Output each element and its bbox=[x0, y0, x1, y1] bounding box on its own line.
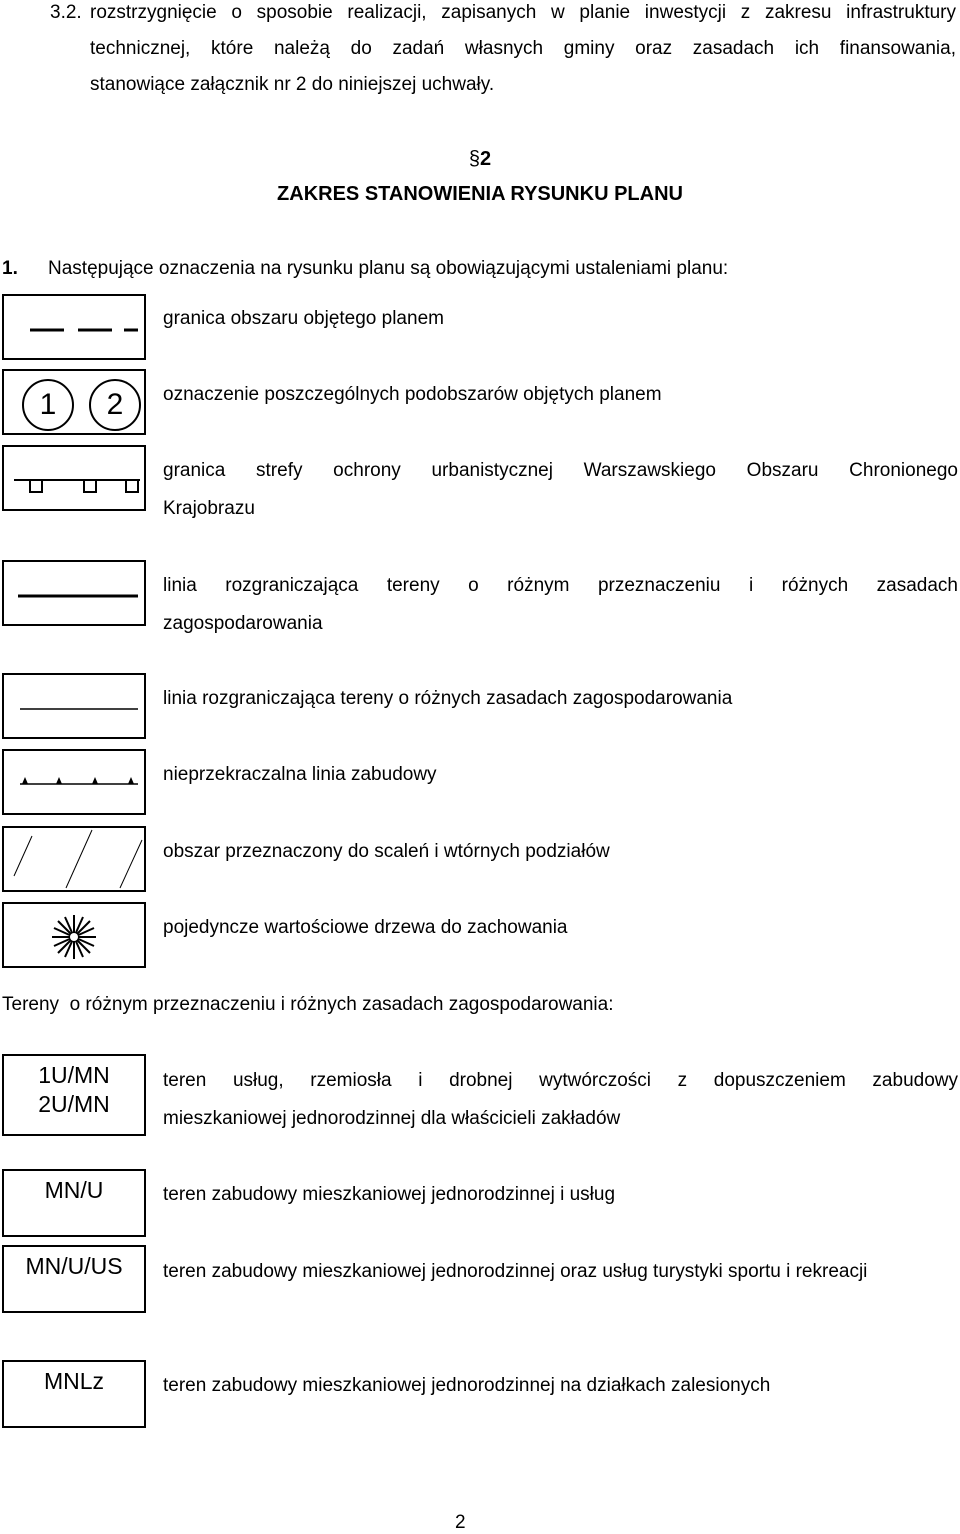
thick-line-icon bbox=[4, 562, 144, 624]
legend-text-thick-line-1: linia rozgraniczająca tereny o różnym przeznaczeniu i różnych zasadach bbox=[163, 575, 958, 596]
legend-text-thin-line: linia rozgraniczająca tereny o różnych zasadach zagospodarowania bbox=[163, 688, 733, 709]
zone-code-2u-mn: 2U/MN bbox=[38, 1091, 110, 1117]
zone-text-mn-u-us: teren zabudowy mieszkaniowej jednorodzinnej oraz usług turystyki sportu i rekreacji bbox=[163, 1261, 868, 1282]
legend-text-thick-line-2: zagospodarowania bbox=[163, 613, 323, 634]
zone-code-box-u-mn bbox=[2, 1054, 146, 1136]
section-number-value: 2 bbox=[480, 148, 492, 170]
circle-label-2: 2 bbox=[106, 388, 124, 421]
legend-box-hatch bbox=[2, 826, 146, 892]
zone-text-u-mn-2: mieszkaniowej jednorodzinnej dla właścicieli zakładów bbox=[163, 1108, 621, 1129]
intro-line-1: rozstrzygnięcie o sposobie realizacji, zapisanych w planie inwestycji z zakresu infrastruktury bbox=[90, 2, 956, 23]
legend-text-building-line: nieprzekraczalna linia zabudowy bbox=[163, 764, 437, 785]
legend-text-boundary: granica obszaru objętego planem bbox=[163, 308, 444, 329]
section-title: ZAKRES STANOWIENIA RYSUNKU PLANU bbox=[277, 183, 683, 205]
zone-text-mn-u: teren zabudowy mieszkaniowej jednorodzinnej i usług bbox=[163, 1184, 616, 1205]
legend-text-subareas: oznaczenie poszczególnych podobszarów objętych planem bbox=[163, 384, 662, 405]
intro-number: 3.2. bbox=[50, 2, 82, 23]
zone-code-box-mnlz bbox=[2, 1360, 146, 1428]
legend-box-boundary bbox=[2, 294, 146, 360]
legend-text-protection-zone-2: Krajobrazu bbox=[163, 498, 255, 519]
section-number bbox=[0, 148, 960, 171]
legend-box-building-line bbox=[2, 749, 146, 815]
intro-line-3: stanowiące załącznik nr 2 do niniejszej uchwały. bbox=[90, 74, 495, 95]
legend-box-thin-line bbox=[2, 673, 146, 739]
zone-text-mnlz: teren zabudowy mieszkaniowej jednorodzinnej na działkach zalesionych bbox=[163, 1375, 771, 1396]
legend-box-protection-zone bbox=[2, 445, 146, 511]
hatch-lines-icon bbox=[4, 828, 144, 890]
zone-code-box-mn-u-us bbox=[2, 1245, 146, 1313]
legend-box-subareas bbox=[2, 369, 146, 435]
zone-code-mnlz: MNLz bbox=[43, 1368, 105, 1394]
zone-code-mn-u: MN/U bbox=[44, 1177, 104, 1203]
zone-code-mn-u-us: MN/U/US bbox=[25, 1253, 123, 1279]
page-number: 2 bbox=[455, 1512, 466, 1533]
square-marker-line-icon bbox=[4, 447, 144, 509]
dashed-line-icon bbox=[4, 296, 144, 358]
legend-text-hatch: obszar przeznaczony do scaleń i wtórnych podziałów bbox=[163, 841, 610, 862]
zone-text-u-mn-1: teren usług, rzemiosła i drobnej wytwórczości z dopuszczeniem zabudowy bbox=[163, 1070, 958, 1091]
zone-code-1u-mn: 1U/MN bbox=[38, 1062, 110, 1088]
legend-text-tree: pojedyncze wartościowe drzewa do zachowania bbox=[163, 917, 568, 938]
triangle-line-icon bbox=[4, 751, 144, 813]
legend-box-thick-line bbox=[2, 560, 146, 626]
section-symbol: § bbox=[468, 148, 480, 170]
intro-line-2: technicznej, które należą do zadań własnych gminy oraz zasadach ich finansowania, bbox=[90, 38, 956, 59]
zones-heading: Tereny o różnym przeznaczeniu i różnych zasadach zagospodarowania: bbox=[2, 994, 614, 1015]
point-text: Następujące oznaczenia na rysunku planu są obowiązującymi ustaleniami planu: bbox=[48, 258, 729, 279]
tree-star-icon bbox=[4, 904, 144, 966]
thin-line-icon bbox=[4, 675, 144, 737]
legend-text-protection-zone-1: granica strefy ochrony urbanistycznej Warszawskiego Obszaru Chronionego bbox=[163, 460, 958, 481]
zone-code-box-mn-u bbox=[2, 1169, 146, 1237]
point-number: 1. bbox=[2, 258, 18, 279]
legend-box-tree bbox=[2, 902, 146, 968]
circle-label-1: 1 bbox=[39, 388, 57, 421]
